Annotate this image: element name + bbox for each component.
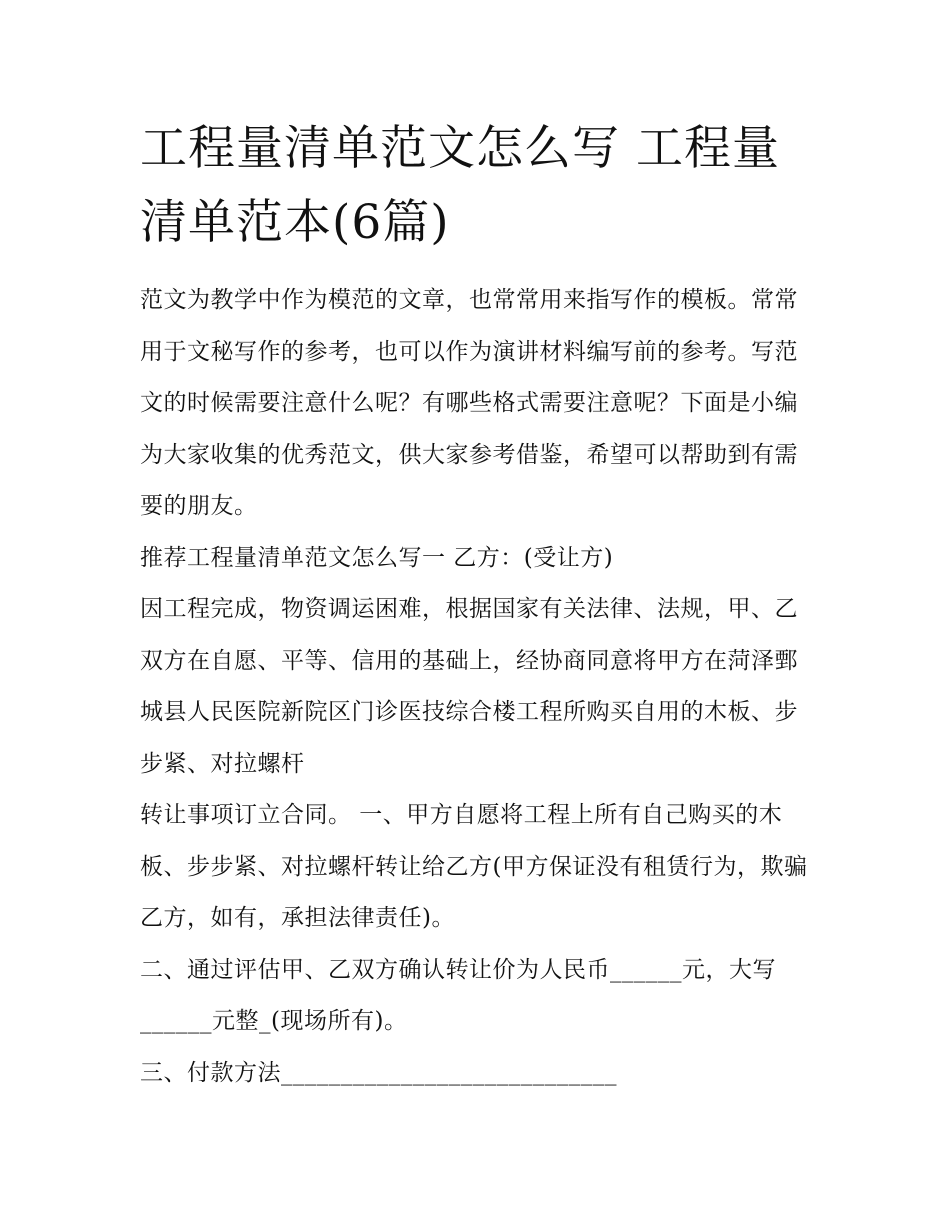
clause-three: 三、付款方法____________________________	[140, 1059, 617, 1086]
document-body	[140, 275, 820, 1099]
clause-one: 转让事项订立合同。 一、甲方自愿将工程上所有自己购买的木板、步步紧、对拉螺杆转让给乙方(甲方保证没有租赁行为，欺骗乙方，如有，承担法律责任)。	[140, 802, 808, 931]
document-title: 工程量清单范文怎么写 工程量清单范本(6篇)	[140, 121, 780, 250]
clause-two: 二、通过评估甲、乙双方确认转让价为人民币______元，大写______元整_(现场所有)。	[140, 956, 776, 1034]
contract-preamble: 因工程完成，物资调运困难，根据国家有关法律、法规，甲、乙双方在自愿、平等、信用的基础上，经协商同意将甲方在菏泽鄄城县人民医院新院区门诊医技综合楼工程所购买自用的木板、步步紧、对拉螺杆	[140, 596, 798, 777]
recommendation-heading: 推荐工程量清单范文怎么写一 乙方：(受让方)	[140, 544, 614, 571]
intro-paragraph: 范文为教学中作为模范的文章，也常常用来指写作的模板。常常用于文秘写作的参考，也可以作为演讲材料编写前的参考。写范文的时候需要注意什么呢？有哪些格式需要注意呢？下面是小编为大家收集的优秀范文，供大家参考借鉴，希望可以帮助到有需要的朋友。	[140, 287, 798, 519]
